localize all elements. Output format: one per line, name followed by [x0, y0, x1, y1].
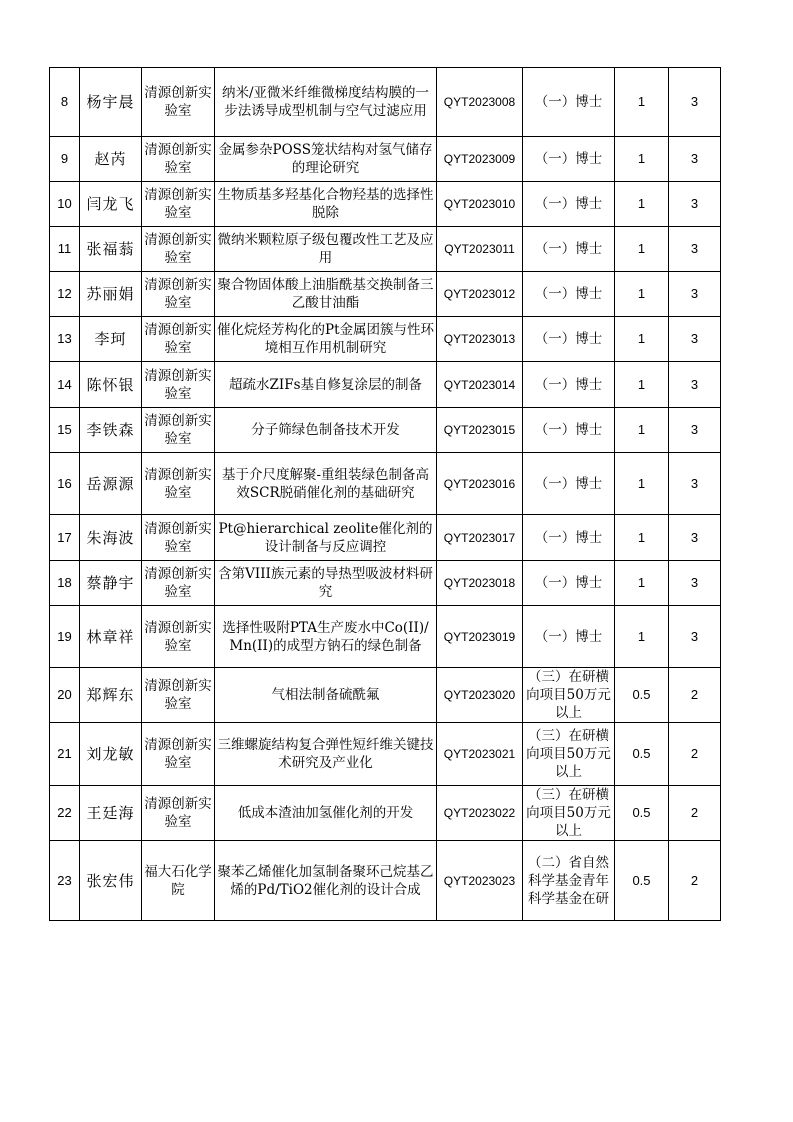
table-body — [50, 68, 721, 921]
affiliation: 清源创新实验室 — [142, 272, 215, 317]
row-number: 21 — [50, 723, 80, 786]
project-code: QYT2023020 — [437, 668, 523, 723]
funding-amount: 1 — [615, 137, 669, 182]
funding-category: （一）博士 — [523, 182, 615, 227]
project-title: 金属参杂POSS笼状结构对氢气储存的理论研究 — [215, 137, 437, 182]
duration-years: 3 — [669, 137, 721, 182]
person-name: 林章祥 — [80, 606, 142, 668]
project-title: 基于介尺度解聚-重组装绿色制备高效SCR脱硝催化剂的基础研究 — [215, 453, 437, 515]
funding-amount: 0.5 — [615, 668, 669, 723]
row-number: 22 — [50, 786, 80, 841]
person-name: 张宏伟 — [80, 841, 142, 921]
table-row — [50, 453, 721, 515]
project-code: QYT2023019 — [437, 606, 523, 668]
funding-category: （一）博士 — [523, 227, 615, 272]
project-title: 低成本渣油加氢催化剂的开发 — [215, 786, 437, 841]
funding-amount: 1 — [615, 317, 669, 362]
affiliation: 清源创新实验室 — [142, 408, 215, 453]
duration-years: 2 — [669, 841, 721, 921]
affiliation: 清源创新实验室 — [142, 723, 215, 786]
table-row — [50, 227, 721, 272]
person-name: 岳源源 — [80, 453, 142, 515]
affiliation: 清源创新实验室 — [142, 786, 215, 841]
affiliation: 清源创新实验室 — [142, 68, 215, 137]
project-code: QYT2023009 — [437, 137, 523, 182]
project-title: 纳米/亚微米纤维微梯度结构膜的一步法诱导成型机制与空气过滤应用 — [215, 68, 437, 137]
row-number: 16 — [50, 453, 80, 515]
project-code: QYT2023017 — [437, 515, 523, 561]
project-title: 微纳米颗粒原子级包覆改性工艺及应用 — [215, 227, 437, 272]
project-code: QYT2023021 — [437, 723, 523, 786]
row-number: 18 — [50, 561, 80, 606]
funding-category: （三）在研横向项目50万元以上 — [523, 786, 615, 841]
duration-years: 3 — [669, 561, 721, 606]
table-row — [50, 272, 721, 317]
funding-amount: 1 — [615, 272, 669, 317]
project-title: Pt@hierarchical zeolite催化剂的设计制备与反应调控 — [215, 515, 437, 561]
funding-amount: 0.5 — [615, 841, 669, 921]
funding-category: （一）博士 — [523, 453, 615, 515]
table-row — [50, 723, 721, 786]
funding-category: （一）博士 — [523, 137, 615, 182]
row-number: 23 — [50, 841, 80, 921]
project-title: 三维螺旋结构复合弹性短纤维关键技术研究及产业化 — [215, 723, 437, 786]
table-row — [50, 362, 721, 408]
duration-years: 3 — [669, 182, 721, 227]
person-name: 杨宇晨 — [80, 68, 142, 137]
table-row — [50, 561, 721, 606]
person-name: 陈怀银 — [80, 362, 142, 408]
project-code: QYT2023018 — [437, 561, 523, 606]
person-name: 李铁森 — [80, 408, 142, 453]
project-title: 选择性吸附PTA生产废水中Co(II)/Mn(II)的成型方钠石的绿色制备 — [215, 606, 437, 668]
affiliation: 清源创新实验室 — [142, 137, 215, 182]
person-name: 郑辉东 — [80, 668, 142, 723]
person-name: 朱海波 — [80, 515, 142, 561]
person-name: 王廷海 — [80, 786, 142, 841]
funding-category: （二）省自然科学基金青年科学基金在研 — [523, 841, 615, 921]
project-code: QYT2023014 — [437, 362, 523, 408]
row-number: 13 — [50, 317, 80, 362]
affiliation: 清源创新实验室 — [142, 182, 215, 227]
duration-years: 2 — [669, 668, 721, 723]
affiliation: 清源创新实验室 — [142, 227, 215, 272]
project-code: QYT2023015 — [437, 408, 523, 453]
funding-amount: 1 — [615, 561, 669, 606]
duration-years: 2 — [669, 786, 721, 841]
row-number: 9 — [50, 137, 80, 182]
person-name: 李珂 — [80, 317, 142, 362]
duration-years: 3 — [669, 453, 721, 515]
project-title: 聚合物固体酸上油脂酰基交换制备三乙酸甘油酯 — [215, 272, 437, 317]
funding-category: （一）博士 — [523, 272, 615, 317]
row-number: 19 — [50, 606, 80, 668]
affiliation: 清源创新实验室 — [142, 606, 215, 668]
project-code: QYT2023016 — [437, 453, 523, 515]
duration-years: 3 — [669, 272, 721, 317]
row-number: 20 — [50, 668, 80, 723]
duration-years: 3 — [669, 606, 721, 668]
funding-amount: 1 — [615, 408, 669, 453]
funding-amount: 1 — [615, 606, 669, 668]
person-name: 闫龙飞 — [80, 182, 142, 227]
duration-years: 3 — [669, 68, 721, 137]
affiliation: 清源创新实验室 — [142, 317, 215, 362]
affiliation: 清源创新实验室 — [142, 515, 215, 561]
project-title: 生物质基多羟基化合物羟基的选择性脱除 — [215, 182, 437, 227]
project-code: QYT2023010 — [437, 182, 523, 227]
project-title: 气相法制备硫酰氟 — [215, 668, 437, 723]
project-title: 含第VIII族元素的导热型吸波材料研究 — [215, 561, 437, 606]
table-row — [50, 606, 721, 668]
funding-amount: 1 — [615, 362, 669, 408]
person-name: 刘龙敏 — [80, 723, 142, 786]
project-title: 分子筛绿色制备技术开发 — [215, 408, 437, 453]
funding-category: （一）博士 — [523, 561, 615, 606]
funding-category: （一）博士 — [523, 515, 615, 561]
row-number: 8 — [50, 68, 80, 137]
project-code: QYT2023013 — [437, 317, 523, 362]
funding-category: （一）博士 — [523, 408, 615, 453]
row-number: 12 — [50, 272, 80, 317]
project-code: QYT2023011 — [437, 227, 523, 272]
affiliation: 清源创新实验室 — [142, 561, 215, 606]
person-name: 蔡静宇 — [80, 561, 142, 606]
funding-category: （三）在研横向项目50万元以上 — [523, 668, 615, 723]
affiliation: 清源创新实验室 — [142, 453, 215, 515]
table-row — [50, 786, 721, 841]
funding-category: （一）博士 — [523, 317, 615, 362]
duration-years: 3 — [669, 362, 721, 408]
table-row — [50, 515, 721, 561]
funding-category: （一）博士 — [523, 68, 615, 137]
table-row — [50, 317, 721, 362]
duration-years: 3 — [669, 317, 721, 362]
duration-years: 3 — [669, 227, 721, 272]
funding-category: （三）在研横向项目50万元以上 — [523, 723, 615, 786]
funding-amount: 0.5 — [615, 786, 669, 841]
person-name: 张福蓊 — [80, 227, 142, 272]
project-title: 催化烷烃芳构化的Pt金属团簇与性环境相互作用机制研究 — [215, 317, 437, 362]
funding-amount: 1 — [615, 182, 669, 227]
table-row — [50, 841, 721, 921]
duration-years: 3 — [669, 408, 721, 453]
affiliation: 清源创新实验室 — [142, 668, 215, 723]
affiliation: 福大石化学院 — [142, 841, 215, 921]
funding-amount: 1 — [615, 227, 669, 272]
funding-amount: 1 — [615, 68, 669, 137]
affiliation: 清源创新实验室 — [142, 362, 215, 408]
table-row — [50, 668, 721, 723]
project-code: QYT2023022 — [437, 786, 523, 841]
row-number: 15 — [50, 408, 80, 453]
person-name: 苏丽娟 — [80, 272, 142, 317]
project-code: QYT2023023 — [437, 841, 523, 921]
duration-years: 3 — [669, 515, 721, 561]
duration-years: 2 — [669, 723, 721, 786]
project-title: 超疏水ZIFs基自修复涂层的制备 — [215, 362, 437, 408]
project-code: QYT2023008 — [437, 68, 523, 137]
person-name: 赵芮 — [80, 137, 142, 182]
row-number: 14 — [50, 362, 80, 408]
project-table — [49, 67, 721, 921]
funding-amount: 1 — [615, 515, 669, 561]
row-number: 10 — [50, 182, 80, 227]
table-row — [50, 408, 721, 453]
funding-amount: 0.5 — [615, 723, 669, 786]
row-number: 17 — [50, 515, 80, 561]
project-code: QYT2023012 — [437, 272, 523, 317]
project-title: 聚苯乙烯催化加氢制备聚环己烷基乙烯的Pd/TiO2催化剂的设计合成 — [215, 841, 437, 921]
table-row — [50, 137, 721, 182]
row-number: 11 — [50, 227, 80, 272]
table-row — [50, 182, 721, 227]
funding-category: （一）博士 — [523, 362, 615, 408]
funding-amount: 1 — [615, 453, 669, 515]
table-row — [50, 68, 721, 137]
funding-category: （一）博士 — [523, 606, 615, 668]
